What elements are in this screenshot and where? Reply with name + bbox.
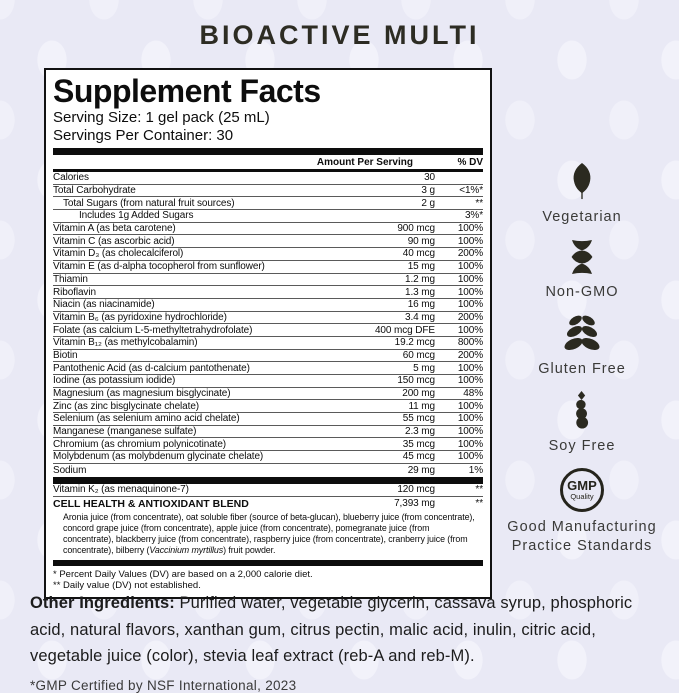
blend-description-latin: Vaccinium myrtillus xyxy=(149,544,224,555)
nutrient-name: Vitamin C (as ascorbic acid) xyxy=(53,235,175,247)
other-ingredients-list: Purified water, vegetable glycerin, cassava syrup, phosphoric acid, natural flavors, xanthan gum, citrus pectin, malic acid, inulin, citric acid, vegetable juice (color), stevia leaf extract (reb-A and reb-M). xyxy=(30,594,633,665)
serving-size: Serving Size: 1 gel pack (25 mL) xyxy=(53,109,270,126)
nutrient-row xyxy=(53,172,483,185)
divider-thick xyxy=(53,477,483,484)
nutrient-row xyxy=(53,388,483,401)
nutrient-row xyxy=(53,375,483,388)
nutrient-row xyxy=(53,312,483,325)
badge-label: Vegetarian xyxy=(542,209,622,225)
nutrient-dv: 48% xyxy=(463,388,483,400)
nutrient-name: Vitamin D₃ (as cholecalciferol) xyxy=(53,248,184,260)
wheat-icon xyxy=(562,314,602,352)
nutrient-dv: 100% xyxy=(457,261,483,273)
nutrient-dv: 100% xyxy=(457,375,483,387)
nutrient-amount: 5 mg xyxy=(413,362,435,374)
nutrient-name: Chromium (as chromium polynicotinate) xyxy=(53,438,227,450)
column-header-amount: Amount Per Serving xyxy=(316,156,413,168)
nutrient-row xyxy=(53,413,483,426)
nutrient-dv: 200% xyxy=(457,311,483,323)
nutrient-row xyxy=(53,235,483,248)
footnote-dv: * Percent Daily Values (DV) are based on a 2,000 calorie diet. xyxy=(53,568,313,580)
blend-description xyxy=(53,511,483,559)
badge-label: Gluten Free xyxy=(538,361,626,377)
table-header-row xyxy=(53,155,483,169)
nutrient-amount: 60 mcg xyxy=(402,349,435,361)
nutrient-amount: 3.4 mg xyxy=(405,311,435,323)
nutrient-name: Folate (as calcium L-5-methyltetrahydrofolate) xyxy=(53,324,253,336)
nutrient-name: Iodine (as potassium iodide) xyxy=(53,375,176,387)
nutrient-dv: 800% xyxy=(457,337,483,349)
nutrient-name: Vitamin B₆ (as pyridoxine hydrochloride) xyxy=(53,311,227,323)
nutrient-row xyxy=(53,400,483,413)
nutrient-dv: 100% xyxy=(457,223,483,235)
nutrient-amount: 150 mcg xyxy=(397,375,435,387)
nutrient-amount: 15 mg xyxy=(407,261,435,273)
nutrient-amount: 35 mcg xyxy=(402,438,435,450)
nutrient-name: Vitamin A (as beta carotene) xyxy=(53,223,176,235)
gmp-seal-text: GMP xyxy=(567,477,597,493)
nutrient-amount: 40 mcg xyxy=(402,248,435,260)
footnote-not-established: ** Daily value (DV) not established. xyxy=(53,580,201,591)
nutrient-name: Zinc (as zinc bisglycinate chelate) xyxy=(53,400,200,412)
nutrient-row xyxy=(53,497,483,511)
nutrient-row xyxy=(53,210,483,223)
gmp-seal-icon xyxy=(560,468,604,512)
nutrient-row xyxy=(53,362,483,375)
divider-medium xyxy=(53,560,483,566)
badge-label-line2: Practice Standards xyxy=(511,538,653,554)
badge-gmp xyxy=(507,468,656,556)
nutrient-dv: 200% xyxy=(457,349,483,361)
nutrient-name: CELL HEALTH & ANTIOXIDANT BLEND xyxy=(53,497,249,510)
nutrient-name: Calories xyxy=(53,172,89,184)
nutrient-dv: 1% xyxy=(468,464,483,476)
nutrient-row xyxy=(53,185,483,198)
nutrient-name: Selenium (as selenium amino acid chelate) xyxy=(53,413,240,425)
nutrient-name: Riboflavin xyxy=(53,286,96,298)
other-ingredients-section xyxy=(30,590,654,693)
nutrient-row xyxy=(53,484,483,498)
nutrient-dv: 100% xyxy=(457,324,483,336)
nutrient-row xyxy=(53,426,483,439)
nutrient-name: Vitamin E (as d-alpha tocopherol from sunflower) xyxy=(53,261,265,273)
nutrient-name: Includes 1g Added Sugars xyxy=(79,210,194,222)
nutrient-name: Molybdenum (as molybdenum glycinate chelate) xyxy=(53,451,264,463)
nutrient-name: Sodium xyxy=(53,464,87,476)
nutrient-dv: 100% xyxy=(457,299,483,311)
nutrient-name: Vitamin B₁₂ (as methylcobalamin) xyxy=(53,337,198,349)
nutrient-amount: 55 mcg xyxy=(402,413,435,425)
page-title: BIOACTIVE MULTI xyxy=(199,20,480,50)
nutrient-amount: 45 mcg xyxy=(402,451,435,463)
supplement-facts-panel xyxy=(44,68,492,599)
leaf-icon xyxy=(570,162,594,200)
badge-vegetarian xyxy=(542,162,621,239)
nutrient-name: Magnesium (as magnesium bisglycinate) xyxy=(53,388,231,400)
badge-soy-free xyxy=(549,391,616,468)
nutrient-amount: 7,393 mg xyxy=(394,498,435,510)
nutrient-dv: 100% xyxy=(457,413,483,425)
gmp-seal-circle xyxy=(560,468,604,512)
gmp-seal-subtext: Quality xyxy=(570,491,594,501)
nutrient-dv: 100% xyxy=(457,286,483,298)
nutrient-amount: 2 g xyxy=(421,197,435,209)
nutrient-amount: 19.2 mcg xyxy=(394,337,435,349)
nutrient-amount: 200 mg xyxy=(402,388,435,400)
nutrient-amount: 16 mg xyxy=(407,299,435,311)
nutrient-dv: 100% xyxy=(457,426,483,438)
nutrient-dv: ** xyxy=(475,197,483,209)
nutrient-name: Vitamin K₂ (as menaquinone-7) xyxy=(53,484,189,496)
badge-label-line1: Good Manufacturing xyxy=(507,519,657,535)
nutrient-row xyxy=(53,451,483,464)
nutrient-row xyxy=(53,299,483,312)
other-ingredients-text xyxy=(30,590,654,670)
other-ingredients-label: Other Ingredients: xyxy=(30,594,175,612)
badge-label: Soy Free xyxy=(548,438,616,454)
nutrient-amount: 30 xyxy=(424,172,435,184)
dna-icon xyxy=(569,239,595,275)
nutrient-row xyxy=(53,248,483,261)
servings-per-container: Servings Per Container: 30 xyxy=(53,127,234,144)
nutrient-name: Niacin (as niacinamide) xyxy=(53,299,155,311)
nutrient-amount: 2.3 mg xyxy=(405,426,435,438)
nutrient-dv: 100% xyxy=(457,438,483,450)
badge-label xyxy=(507,518,656,556)
nutrient-row xyxy=(53,286,483,299)
nutrient-amount: 90 mg xyxy=(407,235,435,247)
nutrient-row xyxy=(53,324,483,337)
nutrient-dv: 100% xyxy=(457,362,483,374)
nutrient-name: Manganese (manganese sulfate) xyxy=(53,426,197,438)
nutrient-dv: 100% xyxy=(457,400,483,412)
blend-description-pre: Aronia juice (from concentrate), oat soluble fiber (source of beta-glucan), blueberry juice (from concentrate), concord grape juice (from concentrate), apple juice (from concentrate), pomegranate juice (from concentrate), blackberry juice (from concentrate), raspberry juice (from concentrate), cranberry juice (from concentrate), bilberry ( xyxy=(63,511,475,555)
nutrient-dv: 100% xyxy=(457,273,483,285)
column-header-dv: % DV xyxy=(457,156,483,168)
nutrient-name: Total Carbohydrate xyxy=(53,185,136,197)
nutrient-amount: 900 mcg xyxy=(397,223,435,235)
nutrient-amount: 120 mcg xyxy=(397,484,435,496)
badge-gluten-free xyxy=(538,314,626,391)
nutrient-dv: ** xyxy=(475,484,483,496)
gmp-certified-note: *GMP Certified by NSF International, 2023 xyxy=(30,677,297,693)
nutrient-dv: 100% xyxy=(457,451,483,463)
nutrient-amount: 1.2 mg xyxy=(405,273,435,285)
nutrient-amount: 1.3 mg xyxy=(405,286,435,298)
nutrient-row xyxy=(53,223,483,236)
nutrient-row xyxy=(53,337,483,350)
nutrient-row xyxy=(53,438,483,451)
nutrient-name: Biotin xyxy=(53,349,78,361)
nutrient-name: Pantothenic Acid (as d-calcium pantothenate) xyxy=(53,362,250,374)
blend-description-post: ) fruit powder. xyxy=(223,544,276,555)
soybean-icon xyxy=(571,391,593,429)
nutrient-dv: 3%* xyxy=(464,210,483,222)
nutrient-dv: 100% xyxy=(457,235,483,247)
certification-badges xyxy=(498,162,666,556)
nutrient-name: Total Sugars (from natural fruit sources) xyxy=(63,197,235,209)
blend-rows xyxy=(53,484,483,511)
badge-non-gmo xyxy=(545,239,618,314)
nutrient-row xyxy=(53,197,483,210)
nutrient-rows xyxy=(53,172,483,477)
nutrient-row xyxy=(53,464,483,477)
nutrient-amount: 29 mg xyxy=(407,464,435,476)
nutrient-name: Thiamin xyxy=(53,273,88,285)
nutrient-dv: <1%* xyxy=(459,185,483,197)
divider-thick xyxy=(53,148,483,155)
nutrient-row xyxy=(53,350,483,363)
nutrient-row xyxy=(53,261,483,274)
nutrient-row xyxy=(53,274,483,287)
nutrient-dv: 200% xyxy=(457,248,483,260)
badge-label: Non-GMO xyxy=(545,284,619,300)
nutrient-amount: 3 g xyxy=(421,185,435,197)
nutrient-amount: 11 mg xyxy=(408,400,435,412)
supplement-facts-title: Supplement Facts xyxy=(53,73,321,109)
nutrient-dv: ** xyxy=(475,498,483,510)
nutrient-amount: 400 mcg DFE xyxy=(374,324,435,336)
